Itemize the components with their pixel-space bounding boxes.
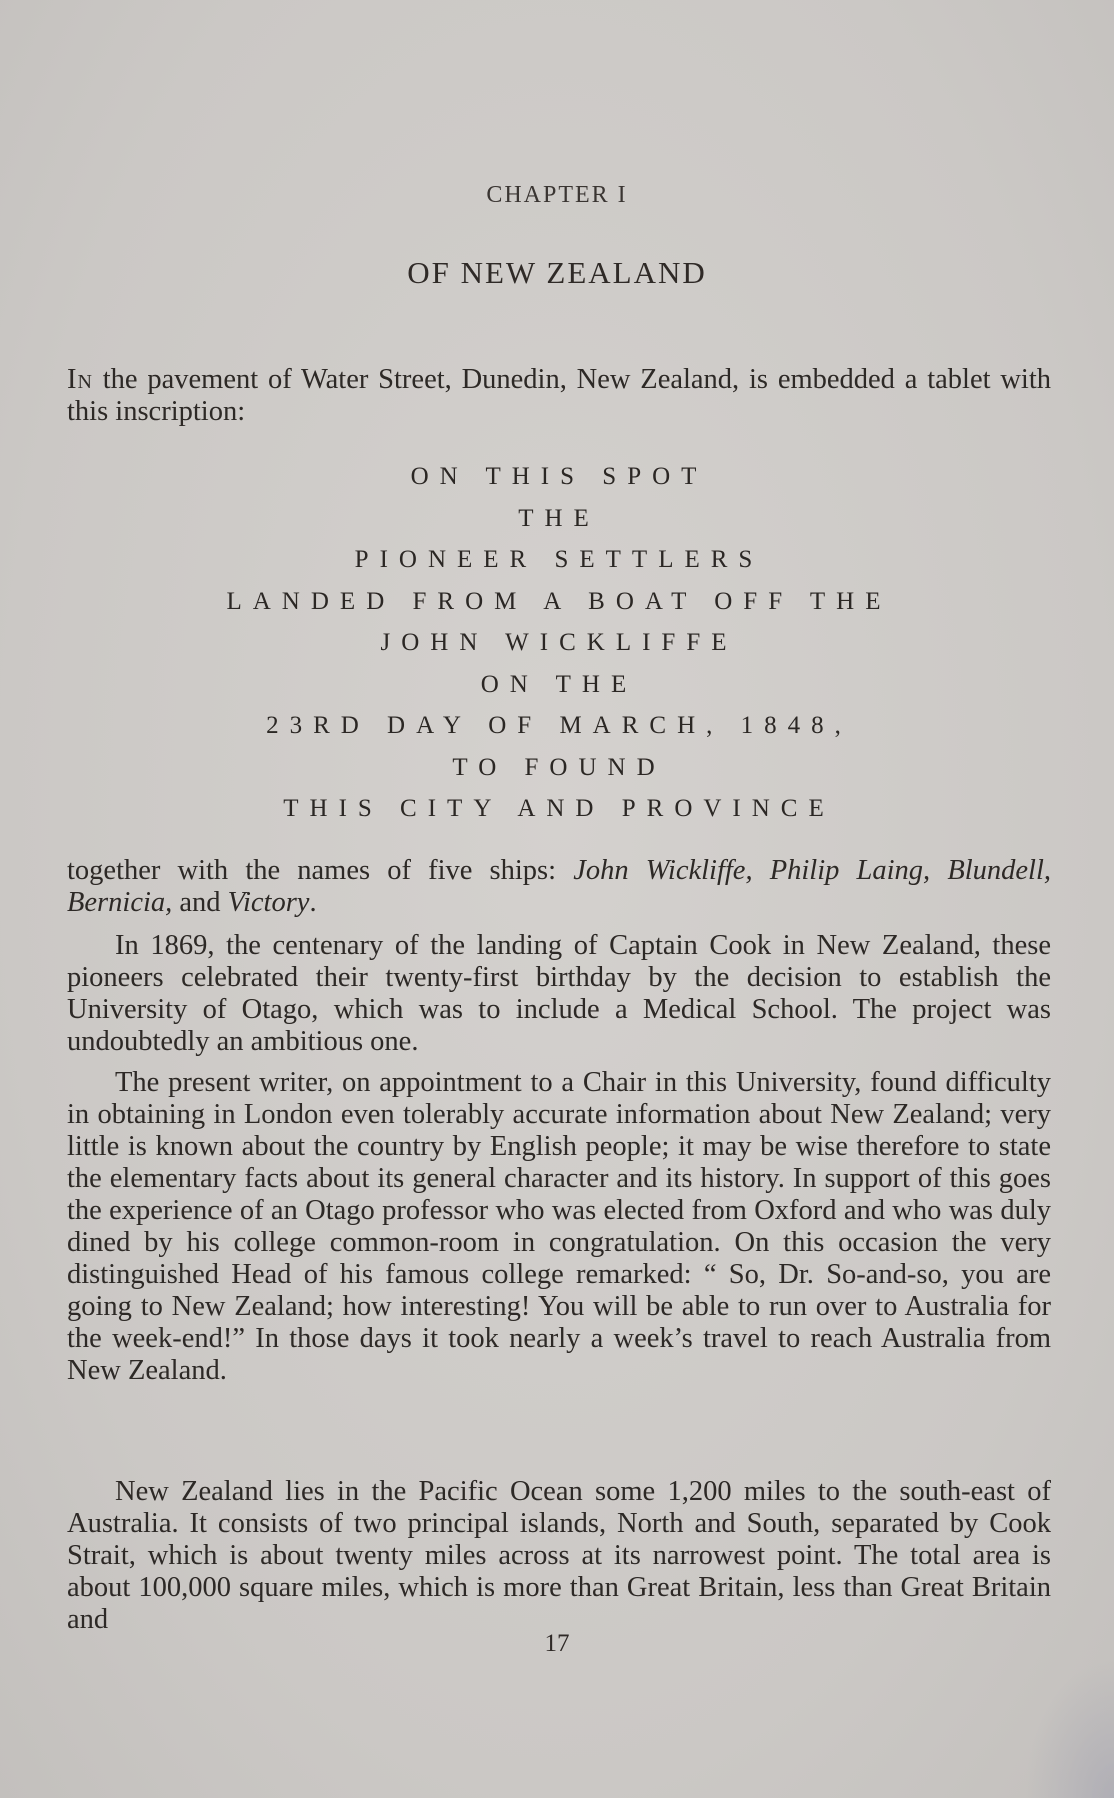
ships-sentence [67, 855, 1051, 919]
inscription-line: JOHN WICKLIFFE [380, 629, 738, 656]
page-number: 17 [544, 1630, 570, 1657]
chapter-number: CHAPTER I [486, 182, 628, 208]
intro-paragraph [67, 364, 1051, 428]
ship-name: Philip Laing, [769, 855, 931, 886]
inscription-line: 23RD DAY OF MARCH, 1848, [266, 712, 852, 739]
intro-initial: In [67, 364, 93, 395]
ships-end: . [309, 887, 317, 918]
inscription-line: ON THE [480, 670, 638, 698]
inscription-line: ON THIS SPOT [410, 463, 708, 490]
chapter-title: OF NEW ZEALAND [407, 255, 707, 290]
inscription-line: TO FOUND [452, 753, 666, 781]
ship-name: John Wickliffe, [573, 855, 753, 886]
body-paragraph: New Zealand lies in the Pacific Ocean some 1,200 miles to the south-east of Australia. It consists of two principal islands, North and South, separated by Cook Strait, which is about twenty miles across at its narrowest point. The total area is about 100,000 square miles, which is more than Great Britain, less than Great Britain and [67, 1476, 1051, 1635]
tablet-inscription [67, 456, 1051, 830]
inscription-line: THIS CITY AND PROVINCE [283, 795, 835, 822]
page-corner-shadow [1024, 1658, 1114, 1798]
body-paragraph: In 1869, the centenary of the landing of Captain Cook in New Zealand, these pioneers celebrated their twenty-first birthday by the decision to establish the University of Otago, which was to include a Medical School. The project was undoubtedly an ambitious one. [67, 930, 1051, 1057]
body-paragraph: The present writer, on appointment to a Chair in this University, found difficulty in obtaining in London even tolerably accurate information about New Zealand; very little is known about the country by English people; it may be wise therefore to state the elementary facts about its general character and its history. In support of this goes the experience of an Otago professor who was elected from Oxford and who was duly dined by his college common-room in congratulation. On this occasion the very distinguished Head of his famous college remarked: “ So, Dr. So-and-so, you are going to New Zealand; how interesting! You will be able to run over to Australia for the week-end!” In those days it took nearly a week’s travel to reach Australia from New Zealand. [67, 1067, 1051, 1386]
ship-name: Victory [227, 887, 310, 918]
ships-lead: together with the names of five ships: [67, 855, 574, 886]
ship-name: Bernicia, [67, 887, 173, 918]
intro-text: the pavement of Water Street, Dunedin, New Zealand, is embedded a tablet with this inscription: [67, 364, 1051, 427]
ships-and: and [172, 887, 228, 918]
inscription-line: LANDED FROM A BOAT OFF THE [226, 587, 892, 615]
ship-name: Blundell, [947, 855, 1052, 886]
inscription-line: PIONEER SETTLERS [354, 546, 764, 573]
inscription-line: THE [518, 504, 600, 532]
